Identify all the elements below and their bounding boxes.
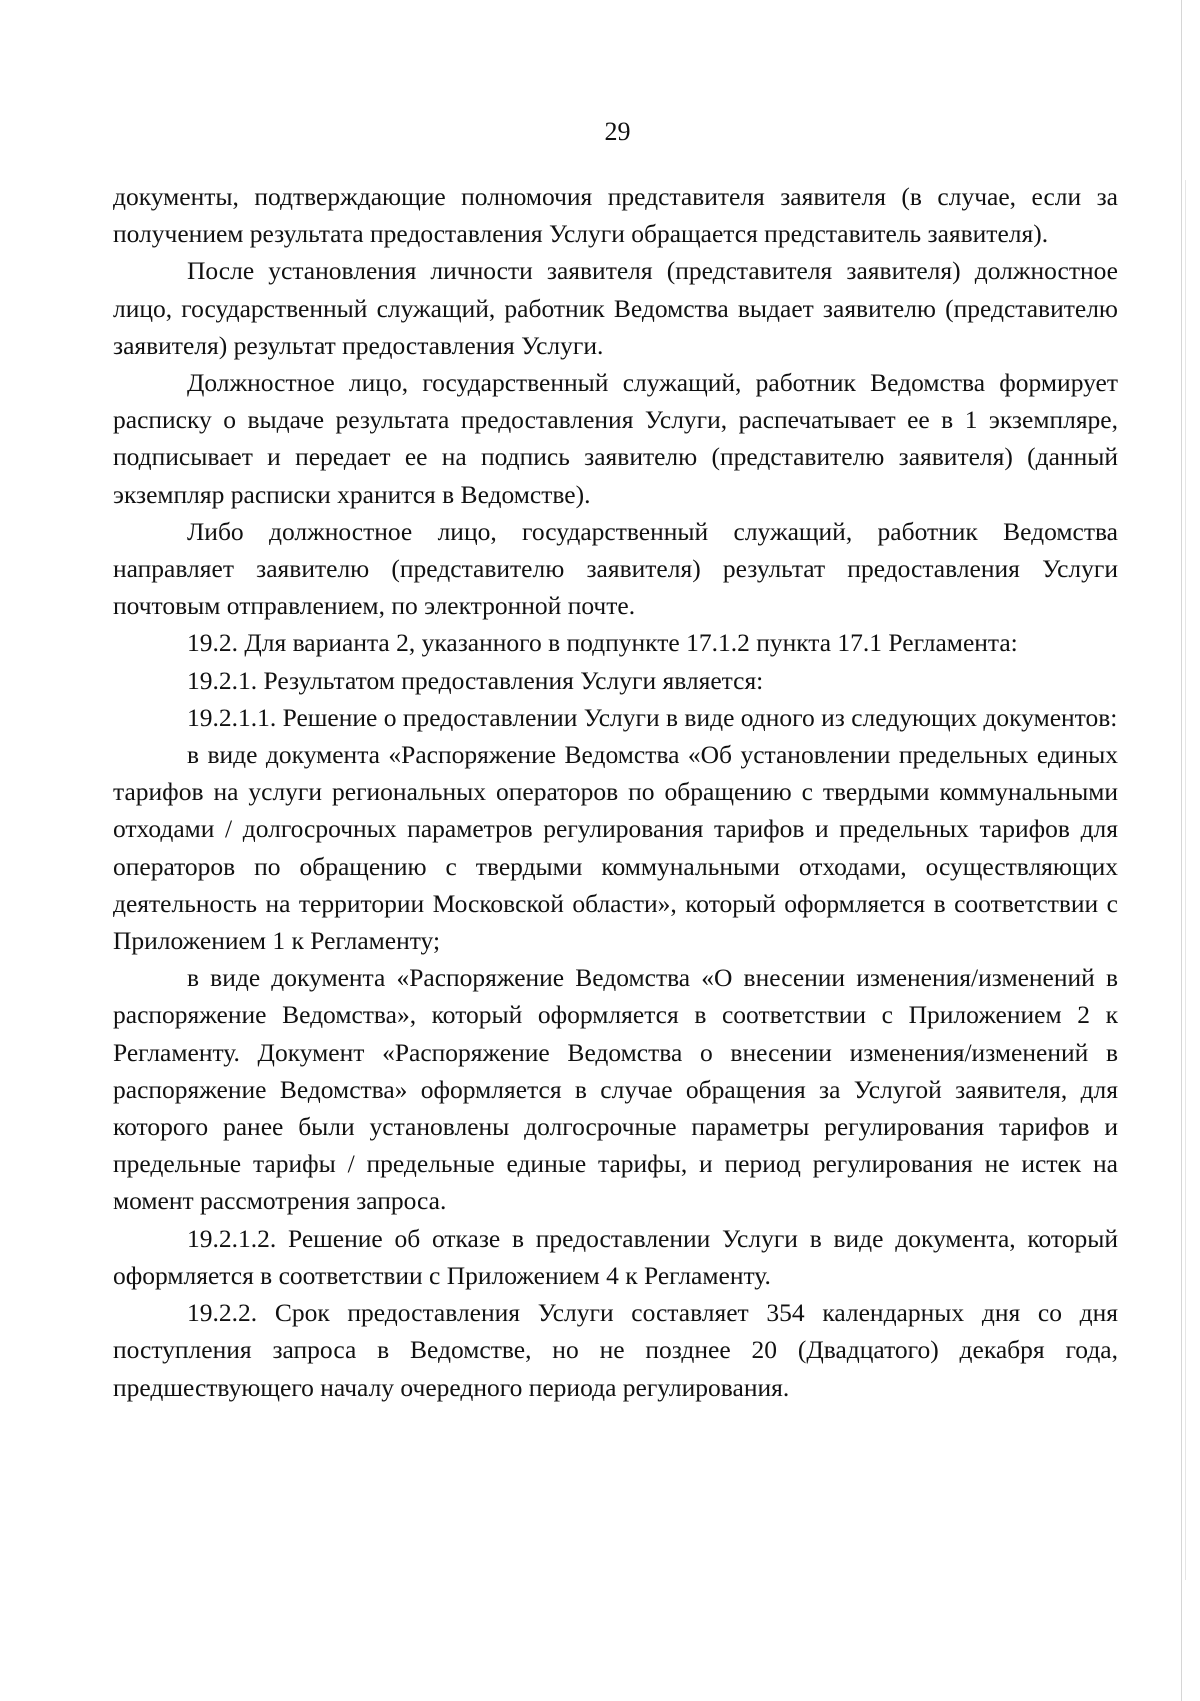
paragraph: 19.2.1.1. Решение о предоставлении Услуги в виде одного из следующих документов:	[187, 702, 1118, 732]
document-body	[113, 178, 1118, 1406]
paragraph: 19.2.1. Результатом предоставления Услуги является:	[187, 665, 764, 695]
paragraph: Должностное лицо, государственный служащий, работник Ведомства формирует расписку о выдаче результата предоставления Услуги, распечатывает ее в 1 экземпляре, подписывает и передает ее на подпись заявителю (представителю заявителя) (данный экземпляр расписки хранится в Ведомстве).	[113, 368, 1118, 509]
page-number: 29	[604, 117, 631, 146]
scan-edge-line	[1181, 0, 1182, 1701]
paragraph: 19.2.2. Срок предоставления Услуги составляет 354 календарных дня со дня поступления запроса в Ведомстве, но не позднее 20 (Двадцатого) декабря года, предшествующего началу очередного периода регулирования.	[113, 1298, 1118, 1402]
paragraph: документы, подтверждающие полномочия представителя заявителя (в случае, если за получением результата предоставления Услуги обращается представитель заявителя).	[113, 182, 1118, 249]
paragraph: в виде документа «Распоряжение Ведомства «О внесении изменения/изменений в распоряжение Ведомства», который оформляется в соответствии с Приложением 2 к Регламенту. Документ «Распоряжение Ведомства о внесении изменения/изменений в распоряжение Ведомства» оформляется в случае обращения за Услугой заявителя, для которого ранее были установлены долгосрочные параметры регулирования тарифов и предельные тарифы / предельные единые тарифы, и период регулирования не истек на момент рассмотрения запроса.	[113, 963, 1118, 1216]
scan-edge-line	[1185, 180, 1186, 1580]
paragraph: Либо должностное лицо, государственный служащий, работник Ведомства направляет заявителю (представителю заявителя) результат предоставления Услуги почтовым отправлением, по электронной почте.	[113, 516, 1118, 621]
paragraph: 19.2.1.2. Решение об отказе в предоставлении Услуги в виде документа, который оформляется в соответствии с Приложением 4 к Регламенту.	[113, 1223, 1118, 1290]
paragraph: После установления личности заявителя (представителя заявителя) должностное лицо, государственный служащий, работник Ведомства выдает заявителю (представителю заявителя) результат предоставления Услуги.	[113, 256, 1118, 360]
paragraph: в виде документа «Распоряжение Ведомства «Об установлении предельных единых тарифов на услуги региональных операторов по обращению с твердыми коммунальными отходами / долгосрочных параметров регулирования тарифов и предельных тарифов для операторов по обращению с твердыми коммунальными отходами, осуществляющих деятельность на территории Московской области», который оформляется в соответствии с Приложением 1 к Регламенту;	[113, 740, 1118, 956]
paragraph: 19.2. Для варианта 2, указанного в подпункте 17.1.2 пункта 17.1 Регламента:	[187, 628, 1018, 658]
